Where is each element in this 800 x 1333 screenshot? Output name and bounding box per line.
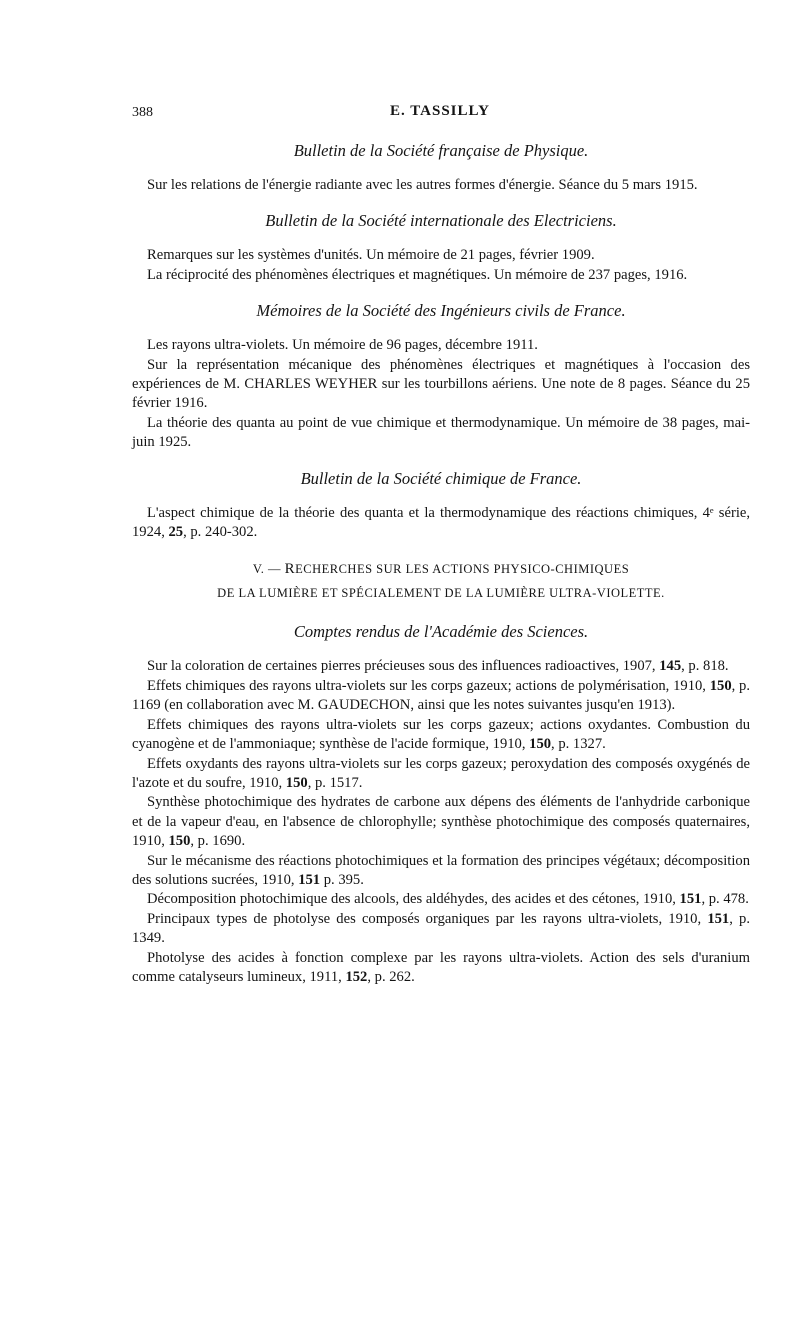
entry-emphasis: GAUDECHON — [317, 697, 411, 714]
entry-emphasis: 150 — [168, 833, 191, 850]
section — [132, 140, 750, 195]
bibliography-entry — [132, 336, 750, 355]
entry-text: Sur le mécanisme des réactions photochimiques et la formation des principes végétaux; décomposition des solutions sucrées, 1910, — [132, 852, 750, 888]
entry-text: , p. 262. — [367, 968, 415, 985]
entry-text: Effets oxydants des rayons ultra-violets sur les corps gazeux; peroxydation des composés oxygénés de l'azote et du soufre, 1910, — [132, 755, 750, 791]
entry-text: Sur la coloration de certaines pierres précieuses sous des influences radioactives, 1907, — [147, 658, 660, 675]
chapter-initial: R — [284, 561, 296, 578]
entry-text: Synthèse photochimique des hydrates de carbone aux dépens des éléments de l'anhydride carbonique et de la vapeur d'eau, en l'absence de chlorophylle; synthèse photochimique des composés quaternaires, 1910, — [132, 794, 750, 850]
entry-text: Remarques sur les systèmes d'unités. Un mémoire de 21 pages, février 1909. — [147, 247, 595, 264]
bibliography-entry — [132, 755, 750, 794]
entry-text: Photolyse des acides à fonction complexe par les rayons ultra-violets. Action des sels d'uranium comme catalyseurs lumineux, 1911, — [132, 949, 750, 985]
entry-text: p. 395. — [320, 871, 364, 888]
entry-text: Sur les relations de l'énergie radiante avec les autres formes d'énergie. Séance du 5 mars 1915. — [147, 177, 698, 193]
entry-emphasis: 150 — [709, 677, 732, 694]
chapter-title-2: DE LA LUMIÈRE ET SPÉCIALEMENT DE LA LUMIÈRE ULTRA-VIOLETTE. — [217, 586, 665, 601]
entry-text: , ainsi que les notes suivantes jusqu'en 1913). — [410, 697, 676, 714]
bibliography-entry — [132, 414, 750, 453]
page-number: 388 — [132, 105, 153, 120]
bibliography-entry — [132, 890, 750, 909]
entry-emphasis: 151 — [679, 891, 702, 908]
entry-text: Sur la représentation mécanique des phénomènes électriques et magnétiques à l'occasion des expériences de M. — [132, 356, 750, 393]
entry-list — [132, 657, 750, 987]
bibliography-entry — [132, 504, 750, 543]
entry-text: Décomposition photochimique des alcools, des aldéhydes, des acides et des cétones, 1910, — [147, 891, 680, 908]
chapter-title-1: ECHERCHES SUR LES ACTIONS PHYSICO-CHIMIQUES — [295, 562, 630, 577]
chapter-heading — [132, 557, 750, 605]
entry-text: La réciprocité des phénomènes électriques et magnétiques. Un mémoire de 237 pages, 1916. — [147, 266, 688, 283]
section-title: Comptes rendus de l'Académie des Sciences. — [293, 622, 589, 642]
bibliography-entry — [132, 356, 750, 414]
body-text — [132, 140, 750, 1002]
entry-emphasis: 145 — [659, 658, 682, 675]
bibliography-entry — [132, 246, 750, 265]
running-head — [132, 103, 748, 127]
section — [132, 300, 750, 452]
entry-text: Principaux types de photolyse des composés organiques par les rayons ultra-violets, 1910, — [147, 910, 708, 927]
section — [132, 468, 750, 543]
section-title: Bulletin de la Société internationale des Electriciens. — [265, 211, 617, 231]
entry-emphasis: 25 — [168, 524, 184, 541]
bibliography-entry — [132, 793, 750, 851]
entry-emphasis: 150 — [285, 774, 308, 791]
entry-text: , p. 478. — [701, 891, 749, 908]
section-title: Mémoires de la Société des Ingénieurs civils de France. — [256, 301, 626, 321]
bibliography-entry — [132, 852, 750, 891]
bibliography-entry — [132, 716, 750, 755]
bibliography-entry — [132, 176, 750, 195]
chapter-heading-line-1 — [132, 557, 750, 581]
bibliography-entry — [132, 657, 750, 676]
entry-text: , p. 1349. — [132, 910, 750, 947]
entry-text: Les rayons ultra-violets. Un mémoire de 96 pages, décembre 1911. — [147, 337, 538, 354]
entry-text: La théorie des quanta au point de vue chimique et thermodynamique. Un mémoire de 38 pages, mai-juin 1925. — [132, 414, 750, 451]
bibliography-entry — [132, 266, 750, 285]
entry-text: sur les tourbillons aériens. Une note de 8 pages. Séance du 25 février 1916. — [132, 376, 750, 412]
entry-emphasis: CHARLES WEYHER — [244, 376, 378, 393]
entry-text: Effets chimiques des rayons ultra-violets sur les corps gazeux; actions de polymérisation, 1910, — [147, 677, 710, 694]
section-title: Bulletin de la Société chimique de France. — [300, 468, 582, 488]
entry-text: , p. 1327. — [551, 736, 606, 753]
bibliography-entry — [132, 677, 750, 716]
section — [132, 210, 750, 285]
bibliography-entry — [132, 949, 750, 988]
entry-emphasis: 150 — [529, 736, 552, 753]
entry-emphasis: 151 — [707, 910, 730, 927]
entry-text: , p. 1169 (en collaboration avec M. — [132, 677, 750, 714]
entry-text: L'aspect chimique de la théorie des quanta et la thermodynamique des réactions chimiques, 4ᵉ série, 1924, — [132, 504, 750, 541]
entry-text: Effets chimiques des rayons ultra-violets sur les corps gazeux; actions oxydantes. Combustion du cyanogène et de l'ammoniaque; synthèse de l'acide formique, 1910, — [132, 716, 750, 753]
entry-text: , p. 818. — [681, 658, 729, 675]
bibliography-sections — [132, 140, 750, 542]
entry-emphasis: 151 — [298, 871, 321, 888]
section-comptes-rendus — [132, 621, 750, 987]
chapter-number: V. — — [252, 562, 281, 577]
entry-text: , p. 240-302. — [183, 524, 258, 541]
bibliography-entry — [132, 910, 750, 949]
entry-text: , p. 1517. — [307, 774, 363, 791]
entry-text: , p. 1690. — [190, 833, 246, 850]
section-title: Bulletin de la Société française de Physique. — [293, 141, 589, 160]
entry-emphasis: 152 — [345, 968, 368, 985]
author-name: E. TASSILLY — [390, 103, 490, 119]
